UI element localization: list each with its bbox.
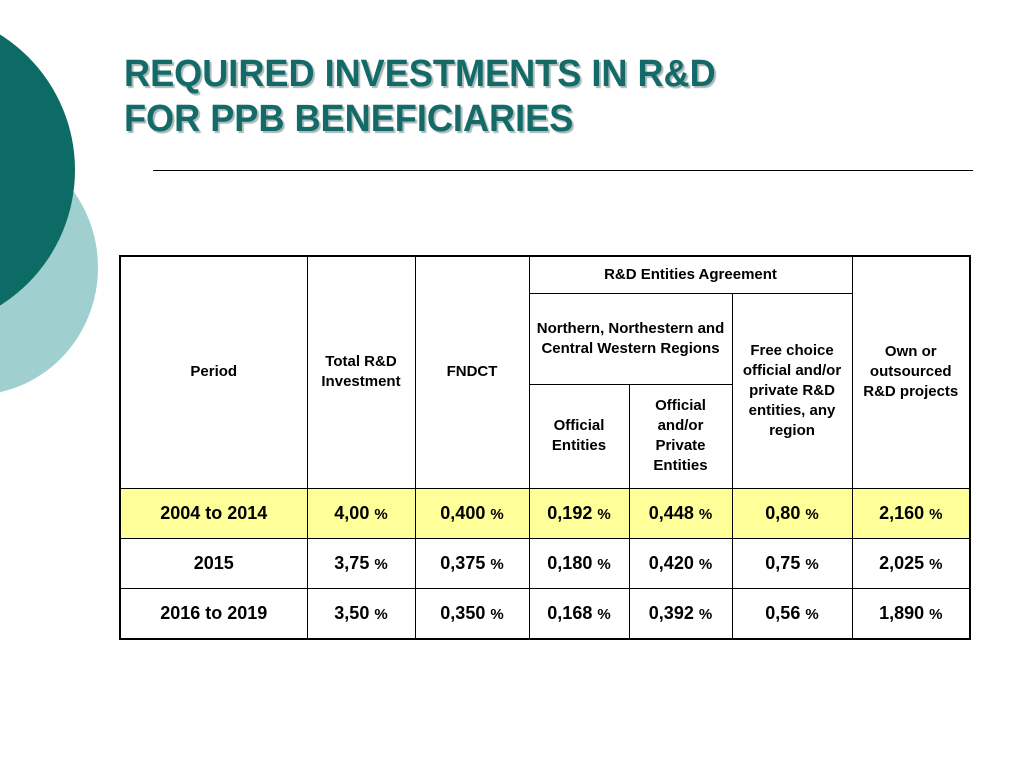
table-row [120, 588, 970, 639]
title-line-2: FOR PPB BENEFICIARIES [124, 98, 574, 140]
header-own-outsourced: Own or outsourced R&D projects [852, 256, 970, 488]
cell-own: 2,160 % [852, 488, 970, 538]
cell-fndct: 0,350 % [415, 588, 529, 639]
cell-official: 0,192 % [529, 488, 629, 538]
cell-fndct: 0,400 % [415, 488, 529, 538]
header-total-investment: Total R&D Investment [307, 256, 415, 488]
cell-total: 3,50 % [307, 588, 415, 639]
investment-table [119, 255, 971, 640]
cell-own: 1,890 % [852, 588, 970, 639]
table-row [120, 538, 970, 588]
cell-free-choice: 0,80 % [732, 488, 852, 538]
cell-official-private: 0,420 % [629, 538, 732, 588]
cell-period: 2016 to 2019 [120, 588, 307, 639]
cell-period: 2004 to 2014 [120, 488, 307, 538]
header-free-choice: Free choice official and/or private R&D entities, any region [732, 293, 852, 488]
header-fndct: FNDCT [415, 256, 529, 488]
cell-own: 2,025 % [852, 538, 970, 588]
cell-official-private: 0,448 % [629, 488, 732, 538]
cell-free-choice: 0,75 % [732, 538, 852, 588]
cell-fndct: 0,375 % [415, 538, 529, 588]
cell-period: 2015 [120, 538, 307, 588]
title-divider [153, 170, 973, 171]
header-official-private-entities: Official and/or Private Entities [629, 384, 732, 488]
cell-official-private: 0,392 % [629, 588, 732, 639]
title-line-1: REQUIRED INVESTMENTS IN R&D [124, 53, 716, 95]
header-official-entities: Official Entities [529, 384, 629, 488]
cell-official: 0,180 % [529, 538, 629, 588]
header-period: Period [120, 256, 307, 488]
cell-total: 4,00 % [307, 488, 415, 538]
header-regions: Northern, Northestern and Central Western Regions [529, 293, 732, 384]
cell-free-choice: 0,56 % [732, 588, 852, 639]
table-row [120, 488, 970, 538]
header-entities-agreement: R&D Entities Agreement [529, 256, 852, 293]
cell-official: 0,168 % [529, 588, 629, 639]
cell-total: 3,75 % [307, 538, 415, 588]
slide-title [124, 52, 716, 142]
